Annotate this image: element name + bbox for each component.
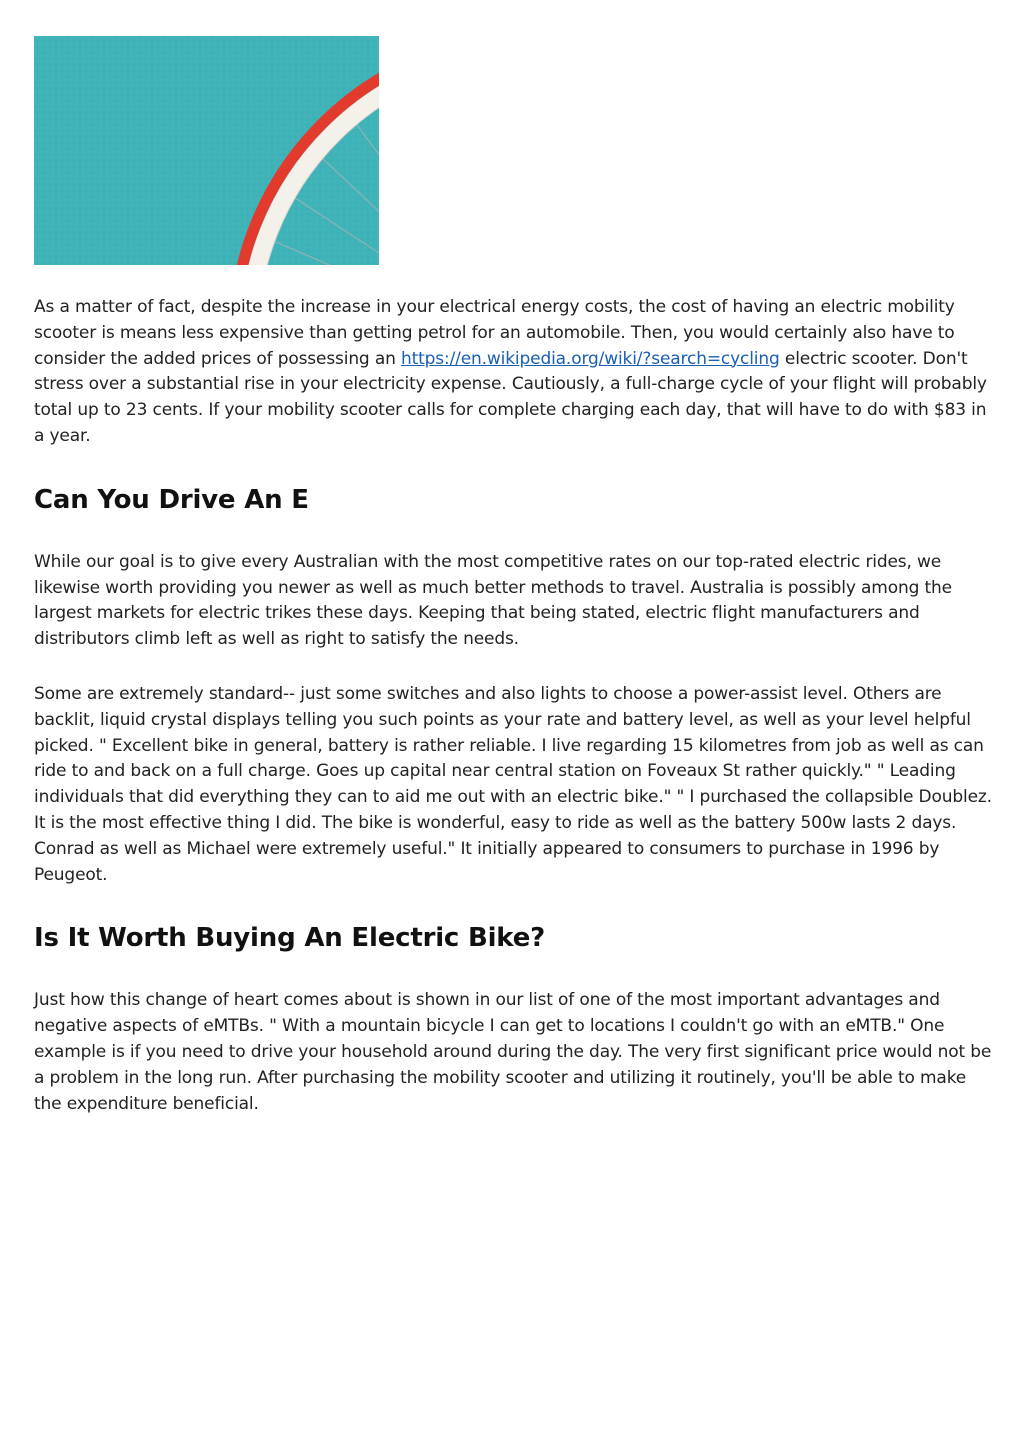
section-heading-drive: Can You Drive An E (34, 484, 309, 515)
paragraph-displays-reviews: Some are extremely standard-- just some switches and also lights to choose a power-assist level. Others are backlit, liquid crystal displays telling you such points as your rate and battery level, as well as your level helpful picked. " Excellent bike in general, battery is rather reliable. I live regarding 15 kilometres from job as well as can ride to and back on a full charge. Goes up capital near central station on Foveaux St rather quickly." " Leading individuals that did everything they can to aid me out with an electric bike." " I purchased the collapsible Doublez. It is the most effective thing I did. The bike is wonderful, easy to ride as well as the battery 500w lasts 2 days. Conrad as well as Michael were extremely useful." It initially appeared to consumers to purchase in 1996 by Peugeot. (34, 683, 992, 885)
paragraph-intro (34, 295, 992, 450)
paragraph-australia: While our goal is to give every Australian with the most competitive rates on our top-rated electric rides, we likewise worth providing you newer as well as much better methods to travel. Australia is possibly among the largest markets for electric trikes these days. Keeping that being stated, electric flight manufacturers and distributors climb left as well as right to satisfy the needs. (34, 551, 952, 650)
paragraph-emtb: Just how this change of heart comes about is shown in our list of one of the most important advantages and negative aspects of eMTBs. " With a mountain bicycle I can get to locations I couldn't go with an eMTB." One example is if you need to drive your household around during the day. The very first significant price would not be a problem in the long run. After purchasing the mobility scooter and utilizing it routinely, you'll be able to make the expenditure beneficial. (34, 990, 992, 1114)
paragraph-intro-text-end: electric scooter. Don't stress over a substantial rise in your electricity expense. Cautiously, a full-charge cycle of your flight will probably total up to 23 cents. If your mobility scooter calls for complete charging each day, that will have to do with $83 in a year. (34, 348, 987, 446)
wikipedia-cycling-link[interactable]: https://en.wikipedia.org/wiki/?search=cycling (400, 348, 780, 369)
bicycle-wheel-image (34, 36, 379, 265)
paragraph-intro-text-start: As a matter of fact, despite the increase in your electrical energy costs, the cost of having an electric mobility scooter is means less expensive than getting petrol for an automobile. Then, you would certainly also have to consider the added prices of possessing an (34, 297, 955, 369)
section-heading-worth-buying: Is It Worth Buying An Electric Bike? (34, 923, 546, 954)
article-body (34, 295, 992, 1117)
